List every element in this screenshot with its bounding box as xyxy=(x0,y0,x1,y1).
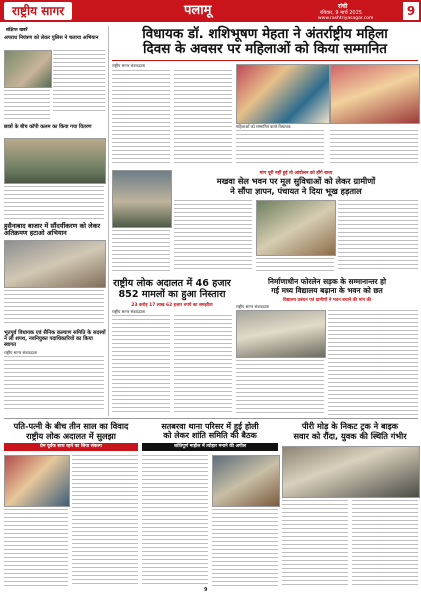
fourlane-headline-line-2: गई मध्य विद्यालय बढ़ाना के भवन को छत xyxy=(271,285,383,295)
bottom-left-text-col-1 xyxy=(4,509,68,587)
fourlane-text-col-2 xyxy=(328,310,418,415)
lead-headline-line-2: दिवस के अवसर पर महिलाओं को किया सम्मानित xyxy=(143,41,387,57)
third-text-col-2 xyxy=(338,200,418,272)
bottom-left-subhead: प्रेम पूर्वक साथ रहने का लिया संकल्प xyxy=(4,443,138,451)
left-mid-headline: भूतपूर्व विधायक एवं सैनिक कल्याण समिति के सदस्यों ने ली शपथ, नवनियुक्त पदाधिकारियों का किया स्वागत xyxy=(4,330,106,349)
second-headline: हुसैनाबाद बाजार में सौंदर्यीकरण को लेकर अतिक्रमण हटाओ अभियान xyxy=(4,222,101,238)
lead-text-col-3 xyxy=(236,130,324,166)
fourlane-photo xyxy=(236,310,326,358)
left-story-1-text-2 xyxy=(4,90,50,120)
third-headline-line-2: ने सौंपा ज्ञापन, पंचायत ने दिया भूख हड़ताल xyxy=(230,185,362,196)
left-kicker: संक्षिप्त खबरें xyxy=(6,28,28,33)
website: www.rashtriyasagar.com xyxy=(318,16,374,21)
lead-photo-caption: महिलाओं को सम्मानित करते विधायक xyxy=(236,124,291,129)
fourlane-text-col-1 xyxy=(236,360,324,415)
bottom-left-headline-line-2: राष्ट्रीय लोक अदालत में सुलझा xyxy=(26,430,116,441)
lead-rule xyxy=(112,60,418,61)
bottom-mid-subhead: शांतिपूर्ण माहौल में त्योहार मनाने की अपील xyxy=(142,443,278,451)
left-story-1-title: अपराध नियंत्रण को लेकर पुलिस ने चलाया अभियान xyxy=(4,35,99,41)
bottom-mid-headline-line-1: सतबरवा थाना परिसर में हुई होली xyxy=(161,422,259,431)
fourlane-subhead: विद्यालय प्रबंधन एवं ग्रामीणों ने भवन बचाने की मांग की xyxy=(283,298,371,303)
bottom-right-headline-line-2: सवार को रौंदा, युवक की स्थिति गंभीर xyxy=(293,430,407,441)
third-text-col-1 xyxy=(174,200,252,272)
lead-headline xyxy=(112,27,418,57)
lok-adalat-text-col-2 xyxy=(174,315,232,415)
bottom-left-headline xyxy=(4,422,138,441)
left-mid-byline: राष्ट्रीय सागर संवाददाता xyxy=(4,350,38,355)
lead-byline: राष्ट्रीय सागर संवाददाता xyxy=(112,63,146,68)
masthead xyxy=(0,0,421,22)
second-photo xyxy=(4,240,106,288)
bottom-left-photo xyxy=(4,455,70,507)
third-kicker: मांग पूरी नहीं हुई तो आंदोलन को होंगे बाध्य xyxy=(259,171,333,176)
left-story-2-text xyxy=(4,186,104,220)
page-number: 9 xyxy=(403,2,419,20)
lead-text-col-2 xyxy=(174,70,232,166)
lead-headline-line-1: विधायक डॉ. शशिभूषण मेहता ने अंतर्राष्ट्रीय महिला xyxy=(142,26,388,42)
bottom-right-photo xyxy=(282,446,420,498)
second-photo-2 xyxy=(112,170,172,228)
left-photo-2 xyxy=(4,138,106,184)
bottom-mid-headline-line-2: को लेकर शांति समिति की बैठक xyxy=(163,431,257,441)
bottom-mid-headline xyxy=(142,422,278,441)
left-mid-text xyxy=(4,356,104,410)
third-photo-1 xyxy=(256,200,336,256)
edition-city: रांची xyxy=(338,3,348,10)
left-story-2-title: छात्रों के बीच कॉपी कलम का किया गया वितरण xyxy=(4,124,92,130)
fourlane-headline-line-1: निर्माणाधीन फोरलेन सड़क के सम्मानान्तर हो xyxy=(268,277,386,286)
bottom-left-text-col-2 xyxy=(72,455,138,587)
lok-adalat-headline xyxy=(112,278,232,300)
bottom-right-headline-line-1: पीरी मोड़ के निकट ट्रक ने बाइक xyxy=(301,421,399,431)
lok-adalat-headline-line-1: राष्ट्रीय लोक अदालत में 46 हजार xyxy=(113,278,231,289)
bottom-right-headline xyxy=(282,422,418,441)
third-headline-line-1: मखवा सेल भवन पर मूल सुविधाओं को लेकर ग्रामीणों xyxy=(216,176,376,186)
bottom-mid-text-col-1 xyxy=(142,455,208,587)
third-headline xyxy=(174,177,418,196)
bottom-mid-photo xyxy=(212,455,280,507)
bottom-right-text-col-1 xyxy=(282,500,348,587)
fourlane-headline xyxy=(236,278,418,296)
lok-adalat-byline: राष्ट्रीय सागर संवाददाता xyxy=(112,309,146,314)
fourlane-byline: राष्ट्रीय सागर संवाददाता xyxy=(236,304,270,309)
lok-adalat-text-col-1 xyxy=(112,315,170,415)
lok-adalat-subhead: 23 करोड़ 17 लाख 62 हजार रुपये का समझौता xyxy=(131,303,213,308)
bottom-right-text-col-2 xyxy=(352,500,418,587)
edition-date: रविवार, 9 मार्च 2025 xyxy=(320,10,362,16)
lead-photo-2 xyxy=(330,64,420,124)
brand-logo: राष्ट्रीय सागर xyxy=(4,2,72,20)
third-text-col-3 xyxy=(256,258,334,272)
lead-photo-1 xyxy=(236,64,330,124)
column-divider-1 xyxy=(108,26,109,416)
lok-adalat-headline-line-2: 852 मामलों का हुआ निस्तारा xyxy=(118,289,226,300)
second-text-2 xyxy=(112,230,170,274)
bottom-left-headline-line-1: पति-पत्नी के बीच तीन साल का विवाद xyxy=(13,421,129,431)
left-photo-1 xyxy=(4,50,52,88)
left-story-1-text xyxy=(53,50,105,114)
bottom-mid-text-col-2 xyxy=(212,509,278,587)
lead-text-col-4 xyxy=(330,130,418,166)
lead-text-col-1 xyxy=(112,70,170,166)
bottom-divider xyxy=(4,418,418,419)
footer-page-mark: 9 xyxy=(204,587,208,593)
second-text xyxy=(4,290,104,326)
section-title: पलामू xyxy=(184,3,212,18)
